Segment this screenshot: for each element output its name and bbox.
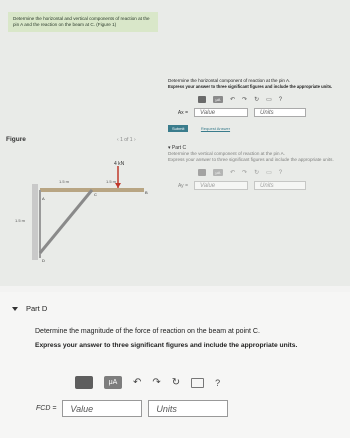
dim-1: 1.5 m bbox=[59, 179, 70, 184]
template-icon[interactable] bbox=[198, 169, 206, 176]
template-icon[interactable] bbox=[198, 96, 206, 103]
part-c-title[interactable]: ▾ Part C bbox=[168, 145, 187, 151]
label-c: C bbox=[94, 192, 97, 197]
fcd-value-input[interactable]: Value bbox=[62, 400, 142, 417]
undo-icon[interactable]: ↶ bbox=[133, 377, 142, 388]
part-c-toolbar bbox=[198, 169, 343, 176]
template-icon[interactable] bbox=[75, 376, 93, 389]
ax-label: Ax = bbox=[177, 109, 188, 116]
units-mu-button[interactable]: μA bbox=[213, 169, 223, 176]
help-icon[interactable]: ? bbox=[215, 377, 221, 388]
help-icon[interactable]: ? bbox=[278, 169, 283, 176]
collapse-triangle-icon[interactable] bbox=[12, 307, 18, 311]
request-answer-link[interactable]: Request Answer bbox=[200, 126, 231, 131]
redo-icon[interactable]: ↷ bbox=[152, 377, 161, 388]
part-d-title: Part D bbox=[26, 304, 48, 313]
ax-units-input[interactable]: Units bbox=[254, 108, 306, 117]
part-d-section bbox=[0, 292, 350, 438]
part-d-toolbar bbox=[75, 376, 220, 389]
ay-units-input[interactable]: Units bbox=[254, 181, 306, 190]
undo-icon[interactable]: ↶ bbox=[230, 170, 236, 176]
redo-icon[interactable]: ↷ bbox=[242, 97, 248, 103]
dim-h: 1.5 m bbox=[15, 218, 26, 223]
part-b-panel bbox=[168, 78, 343, 190]
reset-icon[interactable]: ↻ bbox=[254, 170, 260, 176]
part-d-instruction: Express your answer to three significant figures and include the appropriate units. bbox=[35, 342, 298, 349]
load-label: 4 kN bbox=[114, 161, 125, 167]
beam-figure bbox=[14, 158, 154, 270]
part-d-header[interactable] bbox=[12, 304, 47, 313]
help-icon[interactable]: ? bbox=[278, 96, 283, 103]
fcd-units-input[interactable]: Units bbox=[148, 400, 228, 417]
part-c-prompt: Determine the vertical component of reaction at the pin A. bbox=[168, 151, 285, 156]
part-d-prompt: Determine the magnitude of the force of reaction on the beam at point C. bbox=[35, 328, 260, 335]
label-b: B bbox=[145, 190, 148, 195]
units-mu-button[interactable]: μA bbox=[104, 376, 122, 389]
part-b-prompt: Determine the horizontal component of reaction at the pin A. bbox=[168, 78, 291, 83]
fcd-label: FCD = bbox=[36, 405, 57, 412]
submit-button[interactable]: Submit bbox=[168, 125, 188, 132]
label-d: D bbox=[42, 258, 45, 263]
ay-value-input[interactable]: Value bbox=[194, 181, 248, 190]
problem-statement: Determine the horizontal and vertical components of reaction at the pin A and the reaction on the beam at C. (Figure 1) bbox=[8, 12, 158, 32]
ay-label: Ay = bbox=[177, 182, 188, 189]
reset-icon[interactable]: ↻ bbox=[254, 97, 260, 103]
part-b-instruction: Express your answer to three significant figures and include the appropriate units. bbox=[168, 84, 333, 89]
keyboard-icon[interactable]: ▭ bbox=[266, 170, 272, 176]
keyboard-icon[interactable] bbox=[191, 378, 204, 388]
pager-text: 1 of 1 bbox=[120, 137, 133, 143]
part-c-instruction: Express your answer to three significant figures and include the appropriate units. bbox=[168, 157, 334, 162]
fcd-answer-row bbox=[36, 400, 228, 417]
label-a: A bbox=[42, 196, 45, 201]
reset-icon[interactable]: ↻ bbox=[171, 377, 181, 388]
figure-label: Figure bbox=[6, 136, 26, 143]
ax-value-input[interactable]: Value bbox=[194, 108, 248, 117]
part-b-toolbar bbox=[198, 96, 343, 103]
units-mu-button[interactable]: μA bbox=[213, 96, 223, 103]
dim-2: 1.5 m bbox=[106, 179, 117, 184]
figure-pager[interactable]: ‹ 1 of 1 › bbox=[117, 137, 136, 143]
undo-icon[interactable]: ↶ bbox=[230, 97, 236, 103]
redo-icon[interactable]: ↷ bbox=[242, 170, 248, 176]
part-c-title-text: Part C bbox=[171, 145, 187, 151]
keyboard-icon[interactable]: ▭ bbox=[266, 97, 272, 103]
